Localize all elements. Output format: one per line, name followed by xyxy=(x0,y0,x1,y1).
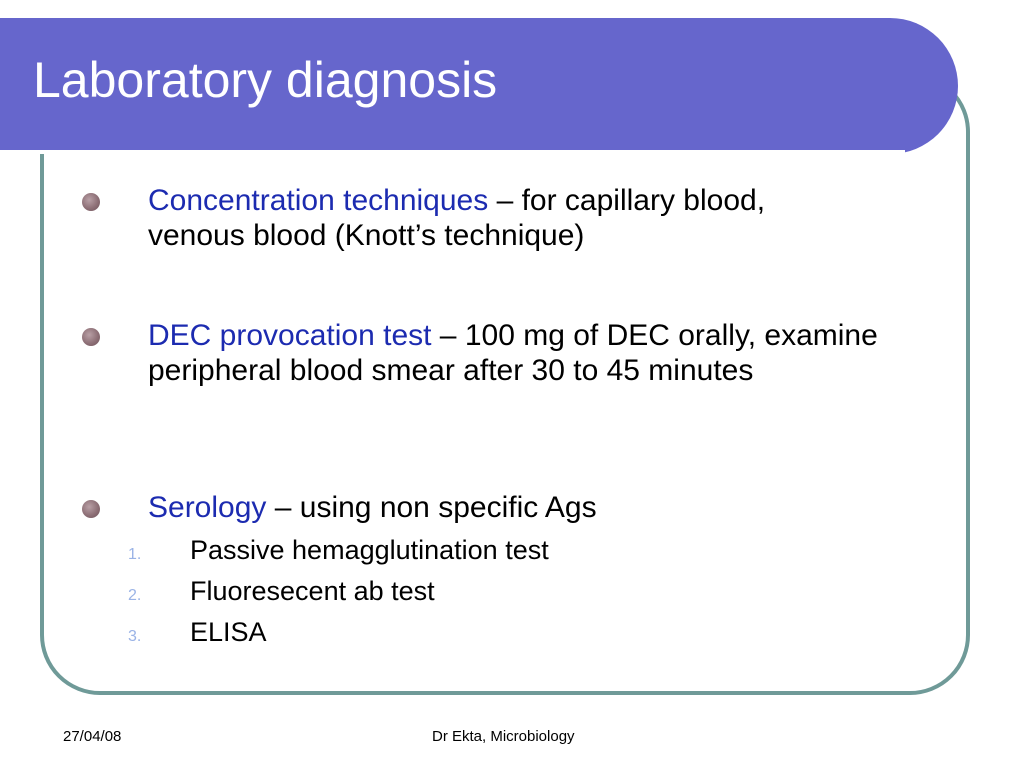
bullet-dot-icon xyxy=(82,500,100,518)
sub-item-number: 1. xyxy=(128,546,142,563)
sub-item-passive-hemagglutination: Passive hemagglutination test xyxy=(190,535,549,565)
bullet-serology xyxy=(148,490,938,525)
bullet-term: DEC provocation test xyxy=(148,319,432,352)
bullet-dec-provocation-test xyxy=(148,318,938,388)
bullet-text: – using non specific Ags xyxy=(266,491,597,524)
sub-item-number: 2. xyxy=(128,587,142,604)
bullet-term: Serology xyxy=(148,491,267,524)
footer-date: 27/04/08 xyxy=(63,728,122,745)
sub-item-elisa: ELISA xyxy=(190,617,267,647)
bullet-dot-icon xyxy=(82,328,100,346)
title-underline xyxy=(0,150,905,154)
bullet-dot-icon xyxy=(82,193,100,211)
sub-item-number: 3. xyxy=(128,628,142,645)
bullet-text: – 100 mg of DEC orally, examine peripheral blood smear after 30 to 45 minutes xyxy=(148,319,878,387)
bullet-concentration-techniques xyxy=(148,183,868,253)
bullet-term: Concentration techniques xyxy=(148,184,489,217)
sub-item-fluorescent-ab: Fluoresecent ab test xyxy=(190,576,435,606)
slide-title: Laboratory diagnosis xyxy=(33,52,498,108)
footer-author: Dr Ekta, Microbiology xyxy=(432,728,575,745)
bullet-text: – for capillary blood, venous blood (Knott’s technique) xyxy=(148,184,766,252)
